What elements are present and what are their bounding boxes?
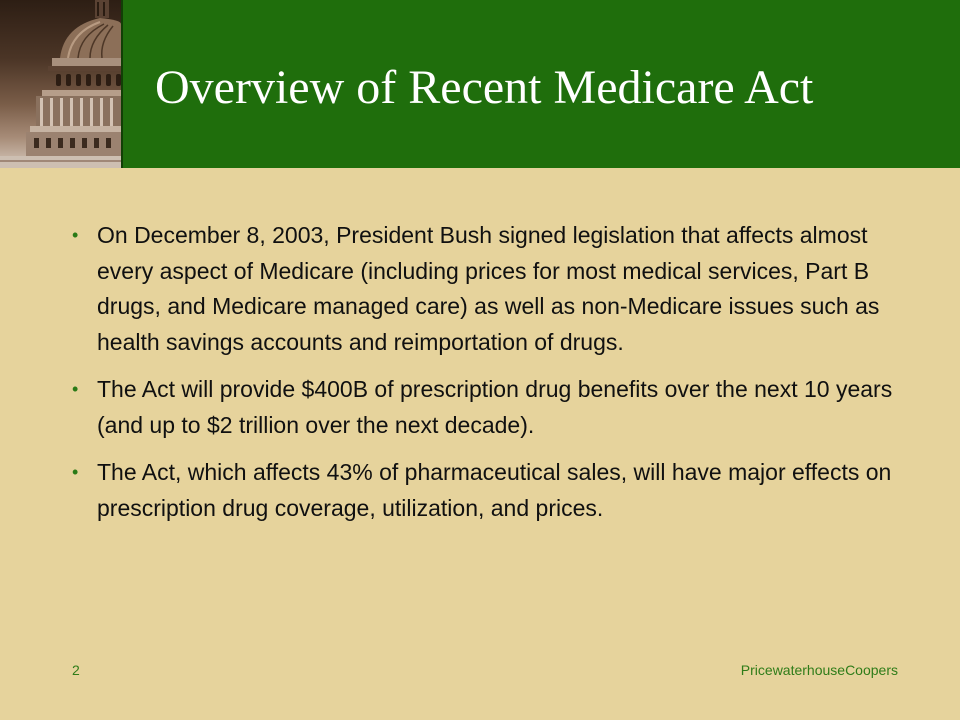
page-number: 2 <box>72 662 80 678</box>
bullet-icon: • <box>72 462 79 482</box>
bullet-text: On December 8, 2003, President Bush signed legislation that affects almost every aspect of Medicare (including prices for most medical services, Part B drugs, and Medicare managed care) as well as non-Medicare issues such as health savings accounts and reimportation of drugs. <box>97 222 880 355</box>
slide-title: Overview of Recent Medicare Act <box>155 61 814 114</box>
company-name: PricewaterhouseCoopers <box>740 662 898 678</box>
bullet-item <box>70 455 910 526</box>
slide-header <box>0 0 960 168</box>
bullet-item <box>70 372 910 443</box>
bullet-icon: • <box>72 379 79 399</box>
bullet-icon: • <box>72 225 79 245</box>
bullet-list <box>70 218 910 538</box>
bullet-item <box>70 218 910 360</box>
bullet-text: The Act will provide $400B of prescription drug benefits over the next 10 years (and up to $2 trillion over the next decade). <box>97 376 893 438</box>
capitol-dome-image <box>0 0 123 168</box>
bullet-text: The Act, which affects 43% of pharmaceutical sales, will have major effects on prescription drug coverage, utilization, and prices. <box>97 459 892 521</box>
